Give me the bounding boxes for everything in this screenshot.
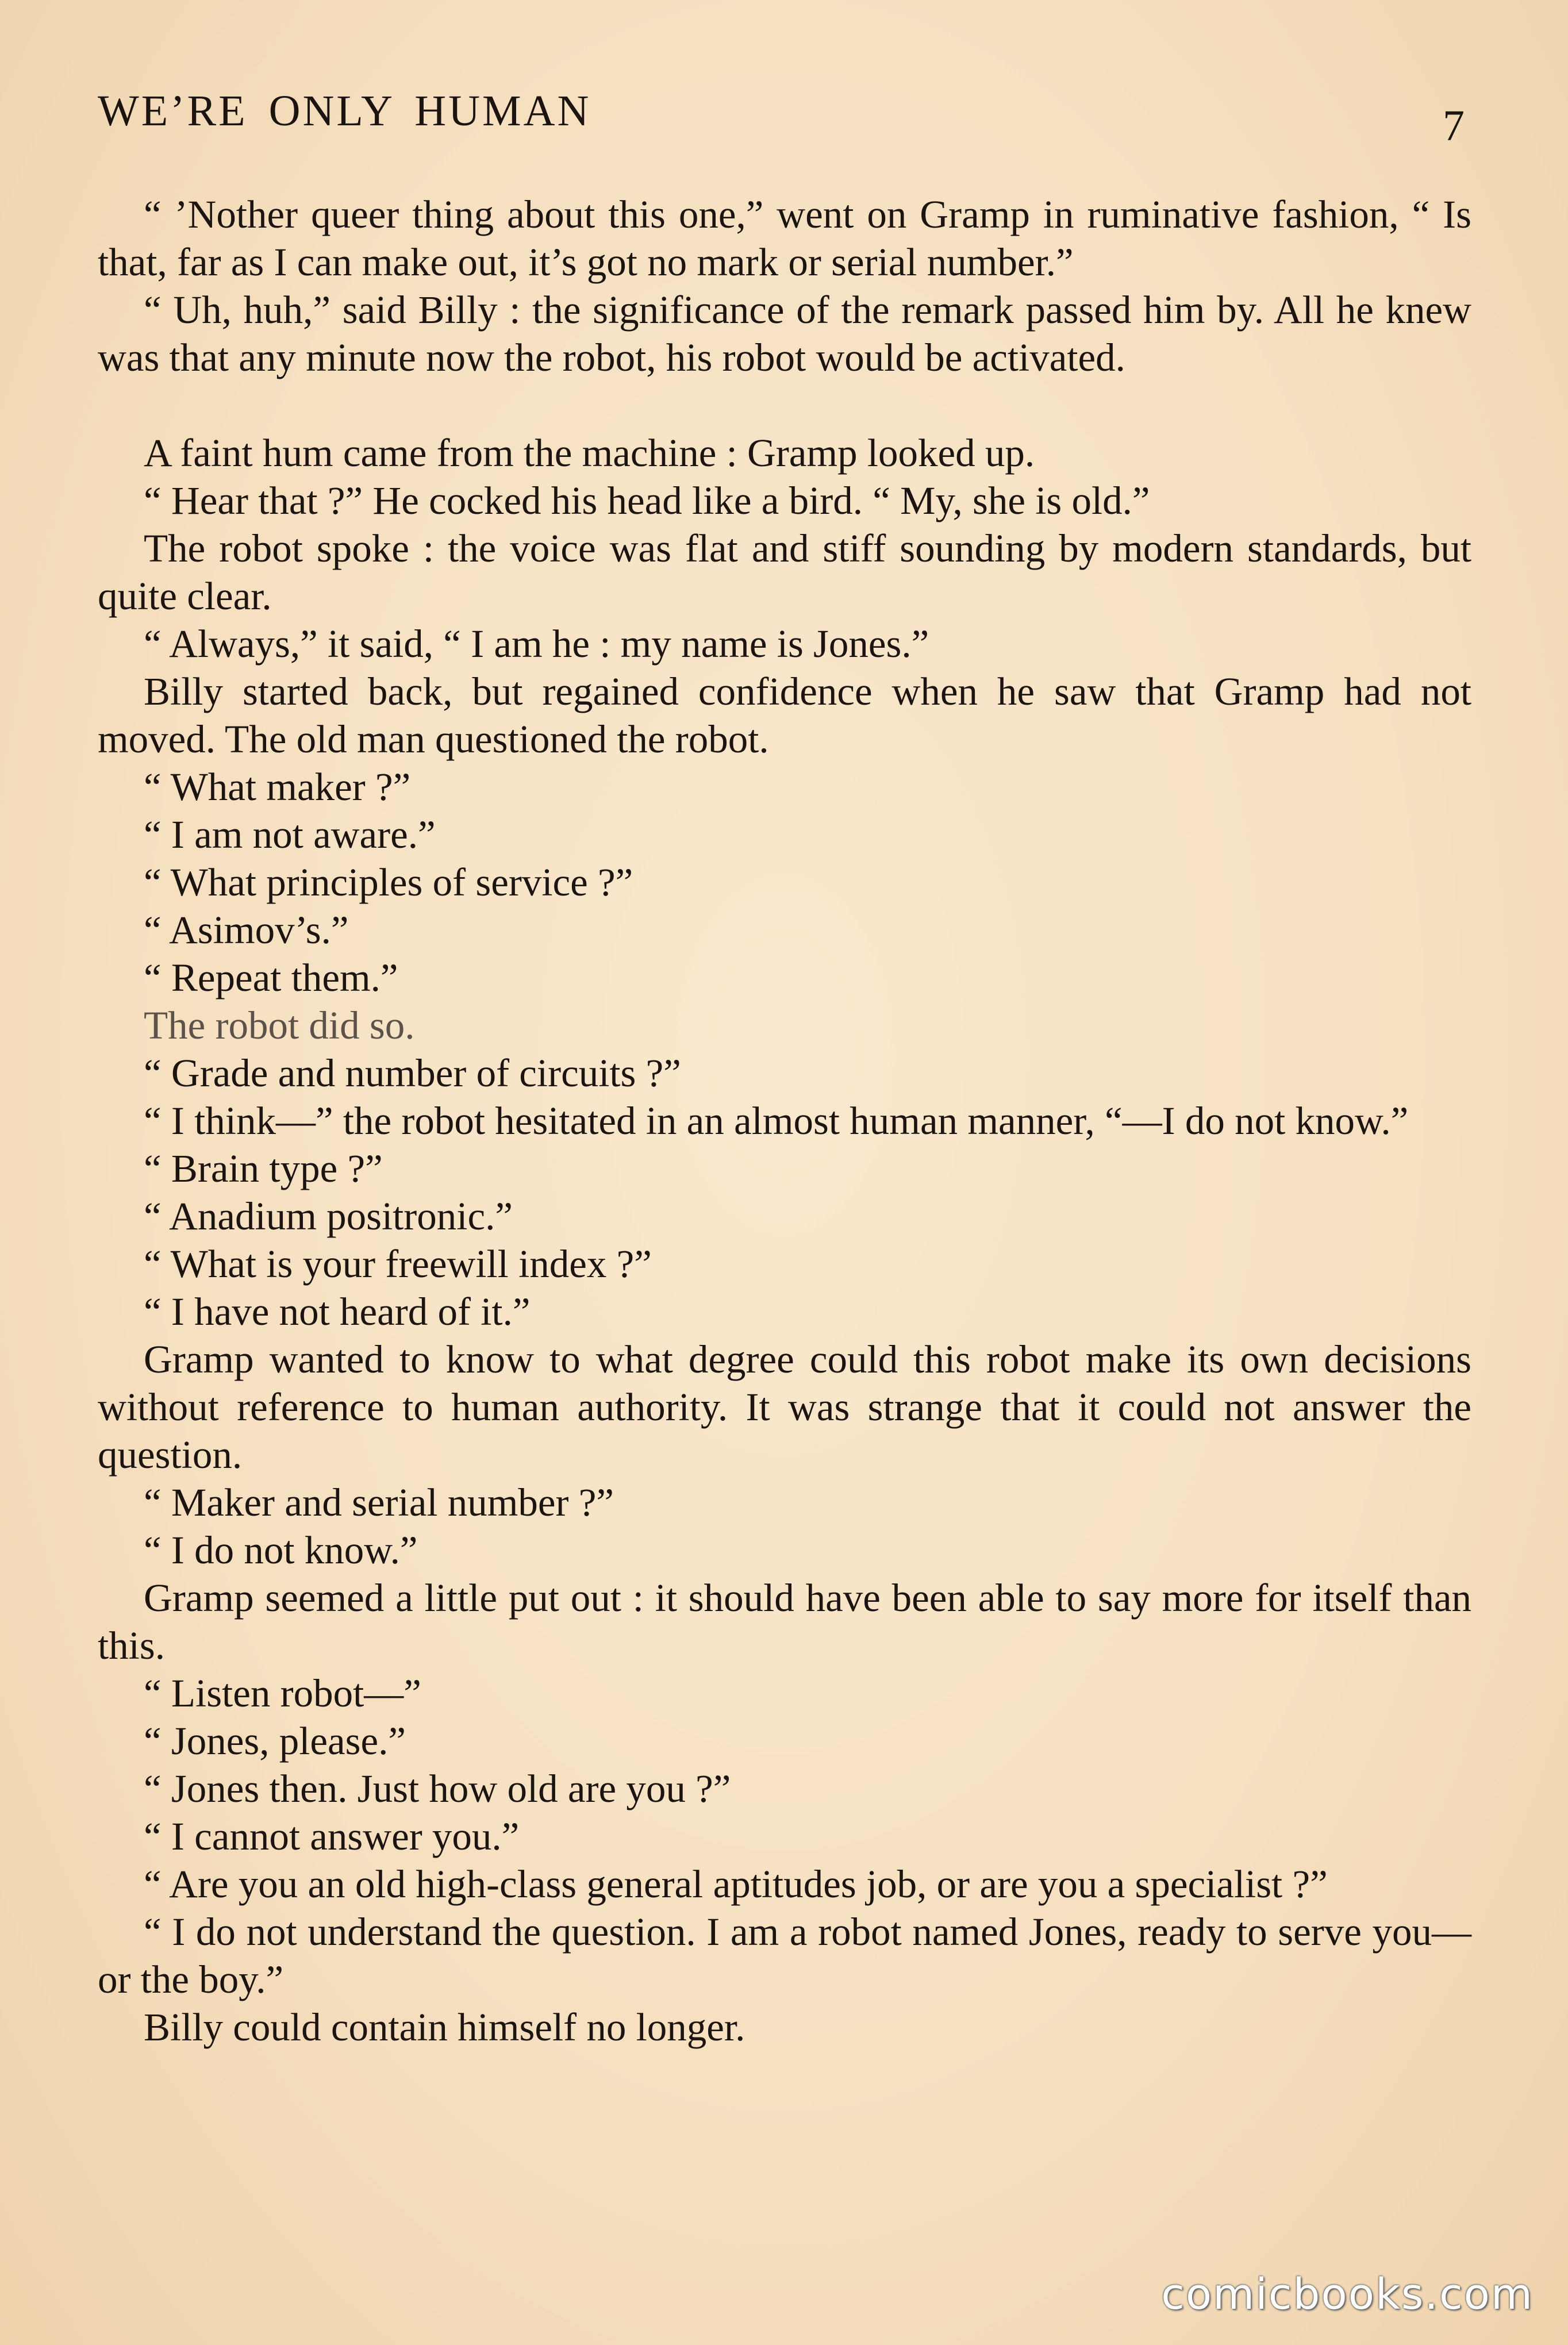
paragraph: “ Jones, please.” — [144, 1719, 406, 1763]
paragraph: “ Grade and number of circuits ?” — [144, 1051, 681, 1095]
paragraph: “ I am not aware.” — [144, 813, 436, 856]
paragraph: “ Jones then. Just how old are you ?” — [144, 1767, 731, 1810]
paragraph: A faint hum came from the machine : Gramp looked up. — [144, 431, 1035, 475]
paragraph: The robot spoke : the voice was flat and stiff sounding by modern standards, but quite clear. — [98, 526, 1471, 618]
body-text — [98, 191, 1471, 2051]
paragraph: “ What principles of service ?” — [144, 860, 633, 904]
paragraph: “ Listen robot—” — [144, 1671, 421, 1715]
paragraph: “ Repeat them.” — [144, 956, 398, 999]
page-number: 7 — [1443, 102, 1465, 150]
paragraph: “ What is your freewill index ?” — [144, 1242, 652, 1286]
paragraph: “ Maker and serial number ?” — [144, 1481, 614, 1524]
paragraph: “ I do not understand the question. I am a robot named Jones, ready to serve you—or the boy.” — [98, 1910, 1471, 2001]
paragraph: “ Anadium positronic.” — [144, 1194, 513, 1238]
page-header — [98, 86, 1470, 149]
paragraph: “ ’Nother queer thing about this one,” went on Gramp in ruminative fashion, “ Is that, far as I can make out, it’s got no mark or serial number.” — [98, 193, 1471, 284]
paragraph: “ Uh, huh,” said Billy : the significance of the remark passed him by. All he knew was that any minute now the robot, his robot would be activated. — [98, 288, 1471, 379]
paragraph: Gramp seemed a little put out : it should have been able to say more for itself than this. — [98, 1576, 1471, 1667]
paragraph: “ I do not know.” — [144, 1528, 418, 1572]
paragraph: “ Are you an old high-class general aptitudes job, or are you a specialist ?” — [144, 1862, 1328, 1906]
paragraph: Billy could contain himself no longer. — [144, 2005, 745, 2049]
running-title: WE’RE ONLY HUMAN — [98, 87, 591, 135]
paragraph: Gramp wanted to know to what degree could this robot make its own decisions without reference to human authority. It was strange that it could not answer the question. — [98, 1337, 1471, 1477]
watermark: comicbooks.com — [1161, 2270, 1534, 2319]
paragraph: “ Brain type ?” — [144, 1147, 383, 1190]
paragraph: “ I cannot answer you.” — [144, 1815, 520, 1858]
paragraph: “ What maker ?” — [144, 765, 411, 809]
paragraph: “ I think—” the robot hesitated in an almost human manner, “—I do not know.” — [144, 1099, 1409, 1143]
paragraph: “ Hear that ?” He cocked his head like a bird. “ My, she is old.” — [144, 479, 1150, 522]
paragraph: “ Always,” it said, “ I am he : my name is Jones.” — [144, 622, 929, 666]
paragraph: “ I have not heard of it.” — [144, 1290, 531, 1333]
paragraph: Billy started back, but regained confidence when he saw that Gramp had not moved. The old man questioned the robot. — [98, 670, 1471, 761]
paragraph: “ Asimov’s.” — [144, 908, 349, 952]
paragraph: The robot did so. — [144, 1004, 415, 1047]
